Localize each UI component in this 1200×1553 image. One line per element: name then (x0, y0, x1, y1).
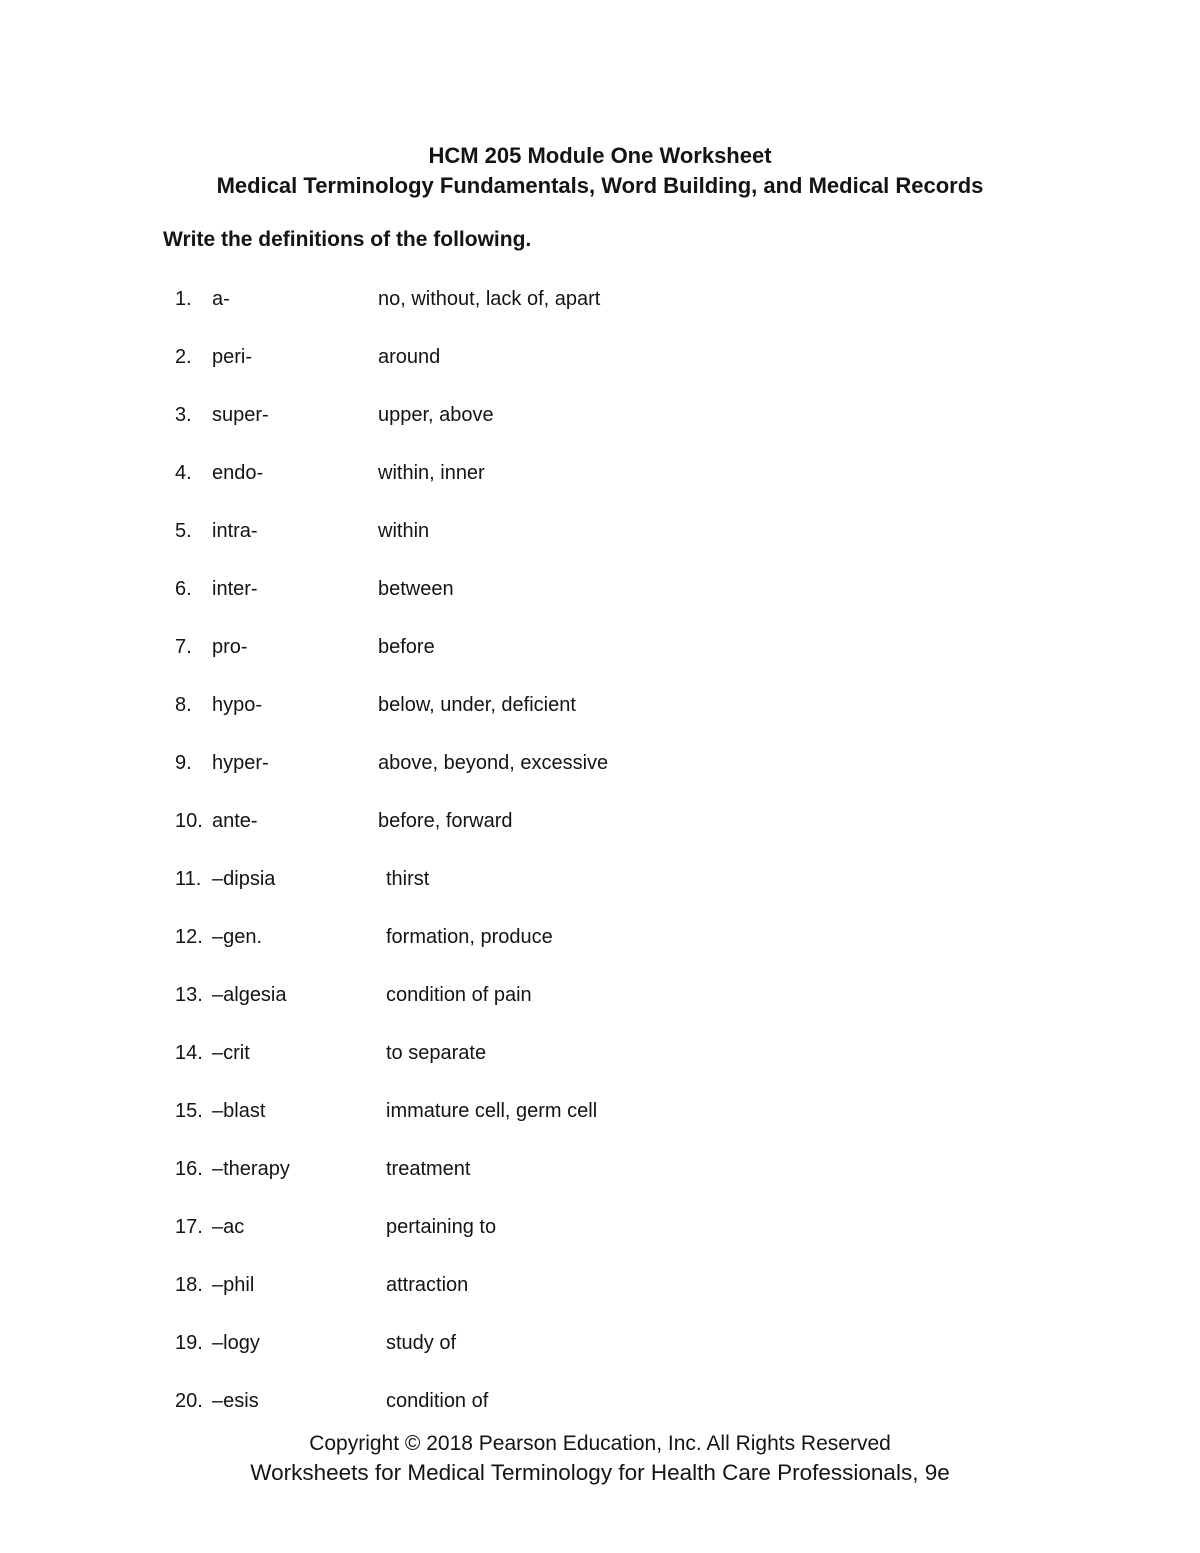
item-definition: study of (386, 1332, 457, 1354)
worksheet-footer (0, 1430, 1200, 1488)
item-number: 12. (175, 926, 203, 948)
definition-row (175, 692, 1095, 750)
item-number: 20. (175, 1390, 203, 1412)
item-term: peri- (212, 346, 253, 368)
worksheet-subtitle: Medical Terminology Fundamentals, Word Building, and Medical Records (216, 173, 984, 198)
item-definition: pertaining to (386, 1216, 497, 1238)
item-number: 14. (175, 1042, 203, 1064)
item-definition: to separate (386, 1042, 487, 1064)
item-number: 1. (175, 288, 192, 310)
item-definition: immature cell, germ cell (386, 1100, 598, 1122)
item-term: –crit (212, 1042, 250, 1064)
definitions-list (175, 286, 1095, 1446)
item-definition: before, forward (378, 810, 513, 832)
definition-row (175, 1330, 1095, 1388)
item-term: –blast (212, 1100, 266, 1122)
item-definition: between (378, 578, 454, 600)
item-number: 13. (175, 984, 203, 1006)
item-number: 7. (175, 636, 192, 658)
item-term: a- (212, 288, 230, 310)
item-number: 19. (175, 1332, 203, 1354)
definition-row (175, 866, 1095, 924)
instruction-text: Write the definitions of the following. (163, 228, 532, 251)
item-definition: within, inner (378, 462, 485, 484)
item-definition: upper, above (378, 404, 494, 426)
item-term: pro- (212, 636, 248, 658)
item-definition: below, under, deficient (378, 694, 576, 716)
definition-row (175, 808, 1095, 866)
item-term: hypo- (212, 694, 263, 716)
item-term: –algesia (212, 984, 287, 1006)
worksheet-header (0, 141, 1200, 201)
item-term: ante- (212, 810, 258, 832)
item-number: 11. (175, 868, 202, 890)
definition-row (175, 576, 1095, 634)
definition-row (175, 518, 1095, 576)
item-definition: attraction (386, 1274, 469, 1296)
source-text: Worksheets for Medical Terminology for Health Care Professionals, 9e (250, 1460, 950, 1485)
definition-row (175, 982, 1095, 1040)
item-term: –esis (212, 1390, 259, 1412)
item-number: 17. (175, 1216, 203, 1238)
item-number: 3. (175, 404, 192, 426)
definition-row (175, 344, 1095, 402)
item-term: –dipsia (212, 868, 276, 890)
item-term: intra- (212, 520, 258, 542)
definition-row (175, 750, 1095, 808)
item-term: –gen. (212, 926, 263, 948)
item-term: –phil (212, 1274, 255, 1296)
definition-row (175, 286, 1095, 344)
item-term: hyper- (212, 752, 269, 774)
definition-row (175, 924, 1095, 982)
definition-row (175, 1156, 1095, 1214)
worksheet-title: HCM 205 Module One Worksheet (428, 143, 772, 168)
definition-row (175, 1272, 1095, 1330)
item-term: –ac (212, 1216, 245, 1238)
copyright-text: Copyright © 2018 Pearson Education, Inc. All Rights Reserved (309, 1432, 891, 1455)
item-term: –logy (212, 1332, 260, 1354)
item-term: super- (212, 404, 269, 426)
item-definition: condition of (386, 1390, 489, 1412)
item-definition: thirst (386, 868, 430, 890)
item-number: 15. (175, 1100, 203, 1122)
item-number: 16. (175, 1158, 203, 1180)
item-number: 2. (175, 346, 192, 368)
definition-row (175, 634, 1095, 692)
item-term: inter- (212, 578, 258, 600)
item-number: 5. (175, 520, 192, 542)
item-definition: before (378, 636, 435, 658)
item-number: 6. (175, 578, 192, 600)
item-number: 18. (175, 1274, 203, 1296)
item-definition: around (378, 346, 441, 368)
item-number: 4. (175, 462, 192, 484)
item-number: 9. (175, 752, 192, 774)
item-definition: within (378, 520, 430, 542)
item-number: 8. (175, 694, 192, 716)
definition-row (175, 1040, 1095, 1098)
item-definition: no, without, lack of, apart (378, 288, 601, 310)
item-definition: formation, produce (386, 926, 553, 948)
item-term: endo- (212, 462, 264, 484)
item-term: –therapy (212, 1158, 290, 1180)
definition-row (175, 402, 1095, 460)
item-definition: above, beyond, excessive (378, 752, 609, 774)
definition-row (175, 1214, 1095, 1272)
definition-row (175, 1098, 1095, 1156)
item-definition: treatment (386, 1158, 471, 1180)
item-definition: condition of pain (386, 984, 532, 1006)
definition-row (175, 460, 1095, 518)
item-number: 10. (175, 810, 203, 832)
